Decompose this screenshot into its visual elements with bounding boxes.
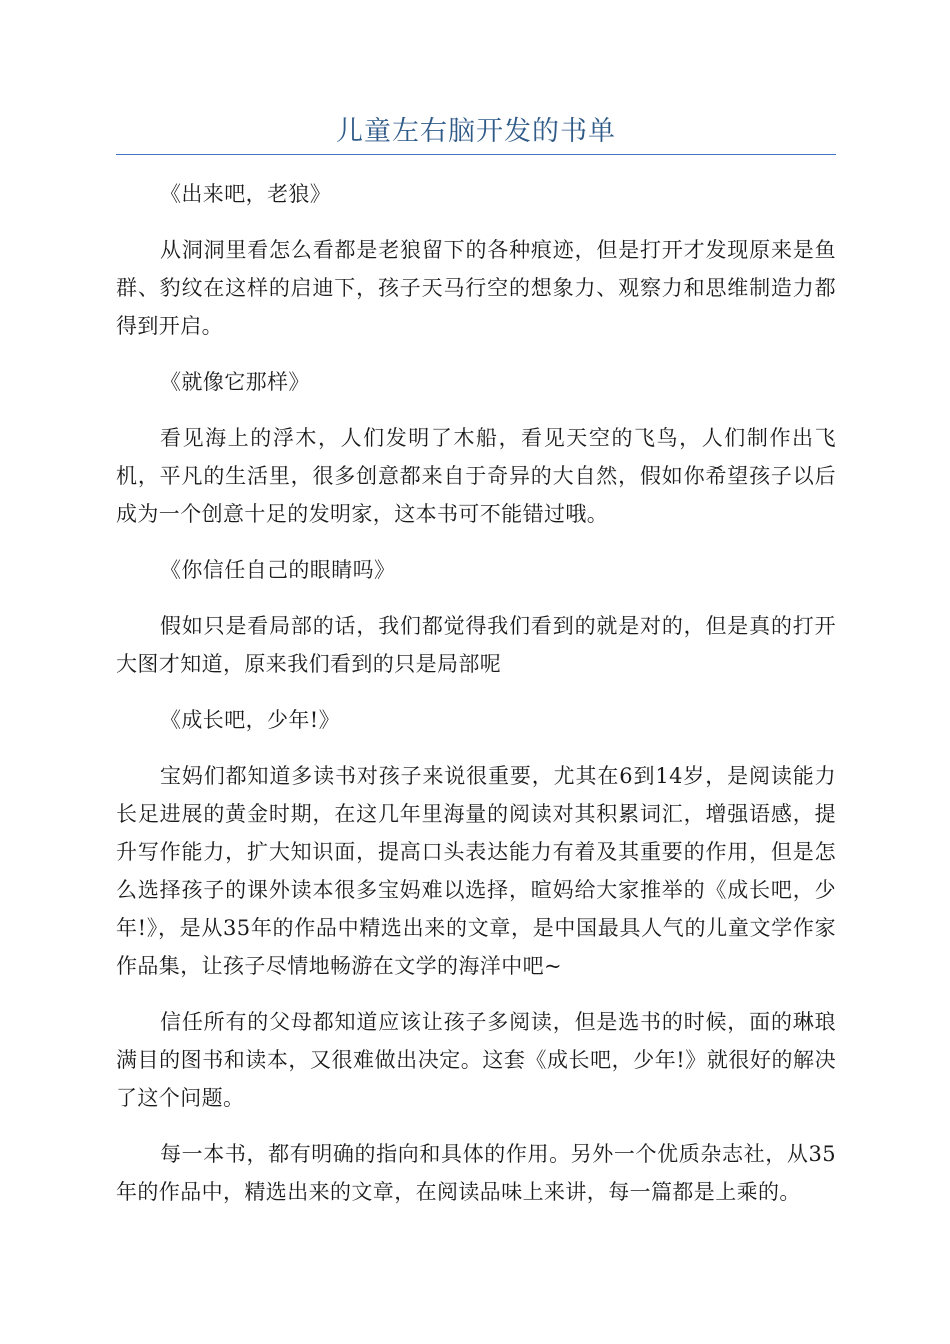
paragraph: 信任所有的父母都知道应该让孩子多阅读，但是选书的时候，面的琳琅满目的图书和读本，又很难做出决定。这套《成长吧，少年!》就很好的解决了这个问题。 xyxy=(116,1010,836,1110)
paragraph: 看见海上的浮木，人们发明了木船，看见天空的飞鸟，人们制作出飞机，平凡的生活里，很多创意都来自于奇异的大自然，假如你希望孩子以后成为一个创意十足的发明家，这本书可不能错过哦。 xyxy=(116,426,836,526)
paragraph: 假如只是看局部的话，我们都觉得我们看到的就是对的，但是真的打开大图才知道，原来我们看到的只是局部呢 xyxy=(116,614,836,676)
paragraph: 宝妈们都知道多读书对孩子来说很重要，尤其在6到14岁，是阅读能力长足进展的黄金时期，在这几年里海量的阅读对其积累词汇，增强语感，提升写作能力，扩大知识面，提高口头表达能力有着及其重要的作用，但是怎么选择孩子的课外读本很多宝妈难以选择，暄妈给大家推举的《成长吧，少年!》，是从35年的作品中精选出来的文章，是中国最具人气的儿童文学作家作品集，让孩子尽情地畅游在文学的海洋中吧~ xyxy=(116,764,836,978)
title-underline xyxy=(116,154,836,155)
paragraph: 每一本书，都有明确的指向和具体的作用。另外一个优质杂志社，从35年的作品中，精选出来的文章，在阅读品味上来讲，每一篇都是上乘的。 xyxy=(116,1142,836,1204)
document-page xyxy=(116,112,836,1229)
section-book-4 xyxy=(116,701,836,1211)
section-book-3 xyxy=(116,551,836,683)
paragraph: 从洞洞里看怎么看都是老狼留下的各种痕迹，但是打开才发现原来是鱼群、豹纹在这样的启迪下，孩子天马行空的想象力、观察力和思维制造力都得到开启。 xyxy=(116,238,836,338)
book-title: 《成长吧，少年!》 xyxy=(160,708,341,732)
section-book-2 xyxy=(116,363,836,533)
section-book-1 xyxy=(116,175,836,345)
document-title: 儿童左右脑开发的书单 xyxy=(336,116,616,147)
book-title: 《你信任自己的眼睛吗》 xyxy=(160,558,396,582)
book-title: 《就像它那样》 xyxy=(160,370,310,394)
book-title: 《出来吧，老狼》 xyxy=(160,182,332,206)
